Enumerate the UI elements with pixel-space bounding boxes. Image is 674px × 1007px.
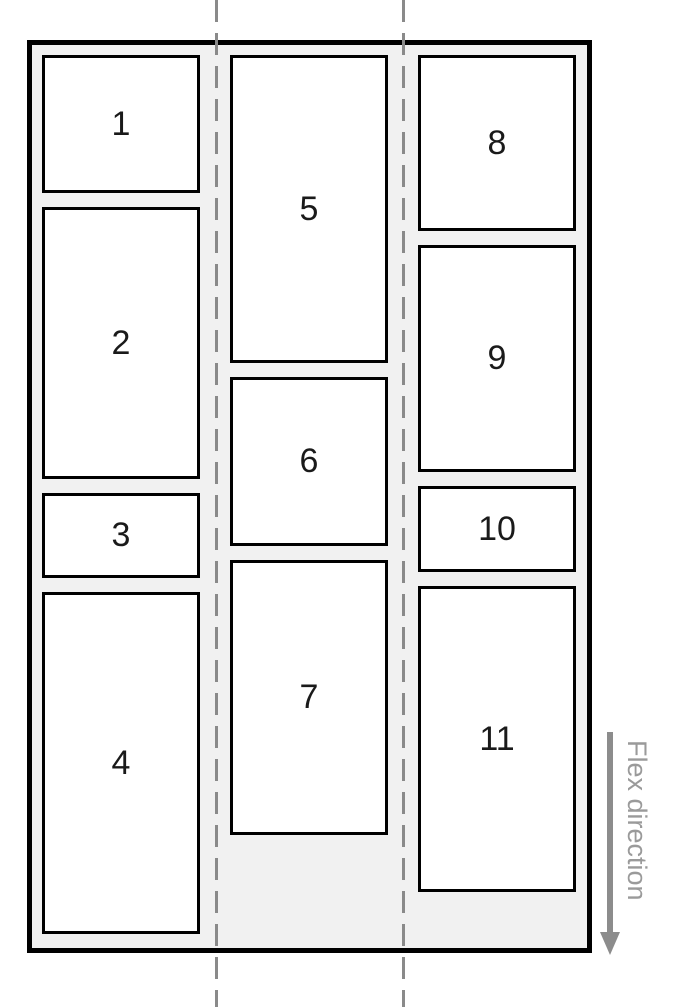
- flex-item-4: 4: [42, 592, 200, 934]
- flex-item-9: 9: [418, 245, 576, 472]
- flex-item-10: 10: [418, 486, 576, 572]
- flex-direction-arrow-shaft: [607, 732, 613, 933]
- flex-item-7: 7: [230, 560, 388, 835]
- flex-item-1: 1: [42, 55, 200, 193]
- column-boundary-dashed-line-right: [402, 0, 405, 1007]
- down-arrow-icon: [600, 932, 620, 955]
- flex-item-6: 6: [230, 377, 388, 546]
- flex-container: [27, 40, 592, 953]
- flex-item-3: 3: [42, 493, 200, 578]
- flex-item-11: 11: [418, 586, 576, 892]
- flex-direction-label: Flex direction: [622, 740, 652, 901]
- flex-column-3: [418, 55, 576, 948]
- flex-item-2: 2: [42, 207, 200, 479]
- flex-column-2: [230, 55, 388, 948]
- column-boundary-dashed-line-left: [215, 0, 218, 1007]
- flex-column-1: [42, 55, 200, 948]
- flex-item-5: 5: [230, 55, 388, 363]
- flex-item-8: 8: [418, 55, 576, 231]
